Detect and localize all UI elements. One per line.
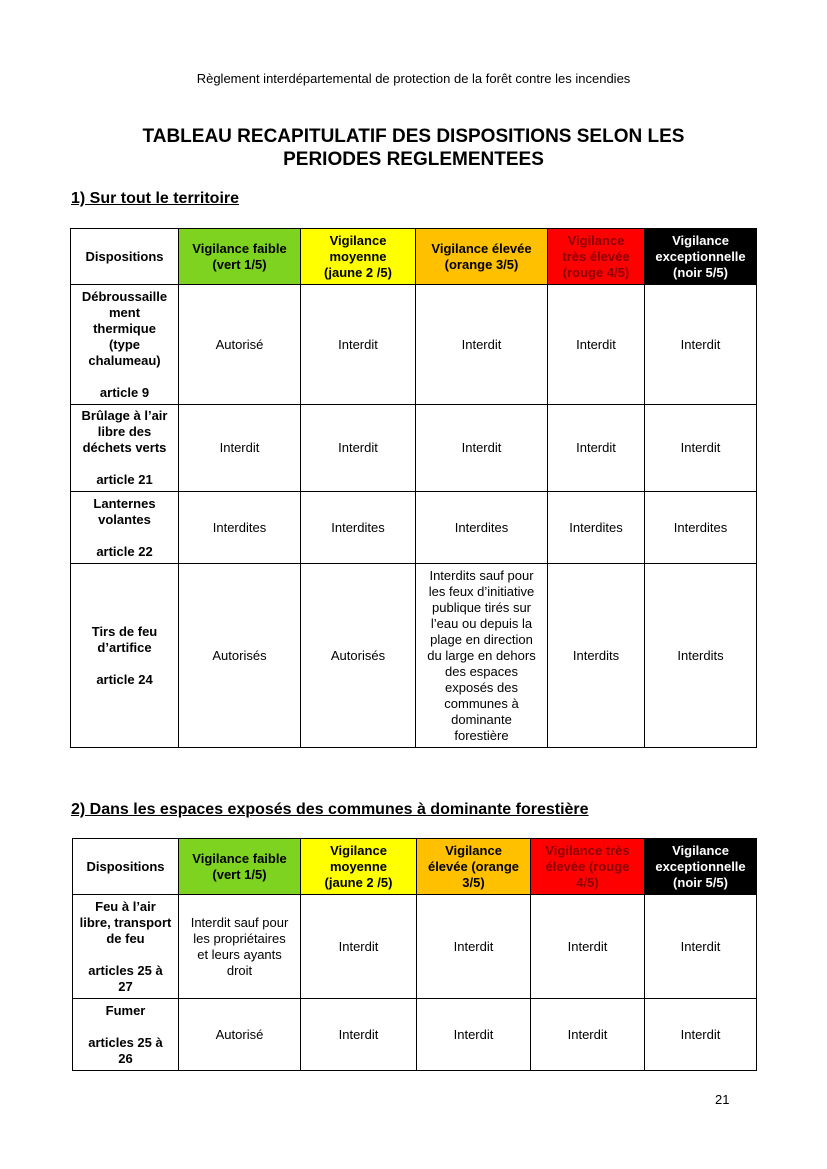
column-header: Vigilance élevée (orange 3/5) — [417, 839, 531, 895]
rule-cell: Interdit — [531, 895, 645, 999]
rule-cell: Interdit — [531, 999, 645, 1071]
rule-cell: Interdit — [301, 895, 417, 999]
column-header: Vigilance très élevée (rouge 4/5) — [548, 229, 645, 285]
page-title: TABLEAU RECAPITULATIF DES DISPOSITIONS SELON LES PERIODES REGLEMENTEES — [142, 126, 685, 170]
rule-cell: Interdits — [645, 564, 757, 748]
rule-cell: Interdit — [645, 285, 757, 405]
header-row — [73, 839, 757, 895]
column-header: Vigilance exceptionnelle (noir 5/5) — [645, 839, 757, 895]
table-row — [71, 564, 757, 748]
rule-cell: Interdit — [416, 405, 548, 492]
disposition-cell: Fumer articles 25 à 26 — [73, 999, 179, 1071]
rule-cell: Interdites — [179, 492, 301, 564]
table-row — [71, 492, 757, 564]
rule-cell: Interdit — [645, 895, 757, 999]
column-header: Vigilance faible (vert 1/5) — [179, 229, 301, 285]
rule-cell: Interdites — [416, 492, 548, 564]
table-row — [73, 895, 757, 999]
disposition-cell: Feu à l’air libre, transport de feu articles 25 à 27 — [73, 895, 179, 999]
rule-cell: Interdit — [417, 895, 531, 999]
rule-cell: Interdites — [645, 492, 757, 564]
rule-cell: Interdits sauf pour les feux d’initiative publique tirés sur l’eau ou depuis la plage en direction du large en dehors des espaces exposés des communes à dominante forestière — [416, 564, 548, 748]
disposition-cell: Brûlage à l’air libre des déchets verts article 21 — [71, 405, 179, 492]
rule-cell: Interdites — [548, 492, 645, 564]
rule-cell: Interdit — [416, 285, 548, 405]
column-header: Vigilance moyenne (jaune 2 /5) — [301, 229, 416, 285]
rule-cell: Autorisé — [179, 285, 301, 405]
table-espaces-exposes — [72, 838, 757, 1071]
table-territoire — [70, 228, 757, 748]
table-row — [71, 405, 757, 492]
rule-cell: Interdit — [645, 999, 757, 1071]
rule-cell: Autorisés — [179, 564, 301, 748]
running-header: Règlement interdépartemental de protection de la forêt contre les incendies — [196, 71, 631, 86]
disposition-cell: Tirs de feu d’artifice article 24 — [71, 564, 179, 748]
section1-heading: 1) Sur tout le territoire — [71, 190, 240, 207]
rule-cell: Autorisé — [179, 999, 301, 1071]
column-header: Vigilance très élevée (rouge 4/5) — [531, 839, 645, 895]
table-row — [71, 285, 757, 405]
header-row — [71, 229, 757, 285]
table-row — [73, 999, 757, 1071]
disposition-cell: Débroussaille ment thermique (type chalumeau) article 9 — [71, 285, 179, 405]
rule-cell: Interdit — [301, 999, 417, 1071]
disposition-cell: Lanternes volantes article 22 — [71, 492, 179, 564]
rule-cell: Interdit — [548, 285, 645, 405]
column-header: Dispositions — [71, 229, 179, 285]
rule-cell: Interdit — [301, 285, 416, 405]
section2-heading: 2) Dans les espaces exposés des communes à dominante forestière — [71, 801, 589, 818]
rule-cell: Interdit — [548, 405, 645, 492]
rule-cell: Interdits — [548, 564, 645, 748]
column-header: Dispositions — [73, 839, 179, 895]
rule-cell: Interdit — [417, 999, 531, 1071]
page-number: 21 — [715, 1092, 730, 1107]
column-header: Vigilance exceptionnelle (noir 5/5) — [645, 229, 757, 285]
rule-cell: Interdit — [645, 405, 757, 492]
column-header: Vigilance faible (vert 1/5) — [179, 839, 301, 895]
rule-cell: Interdit — [301, 405, 416, 492]
column-header: Vigilance élevée (orange 3/5) — [416, 229, 548, 285]
rule-cell: Interdit — [179, 405, 301, 492]
rule-cell: Interdit sauf pour les propriétaires et leurs ayants droit — [179, 895, 301, 999]
rule-cell: Interdites — [301, 492, 416, 564]
rule-cell: Autorisés — [301, 564, 416, 748]
column-header: Vigilance moyenne (jaune 2 /5) — [301, 839, 417, 895]
